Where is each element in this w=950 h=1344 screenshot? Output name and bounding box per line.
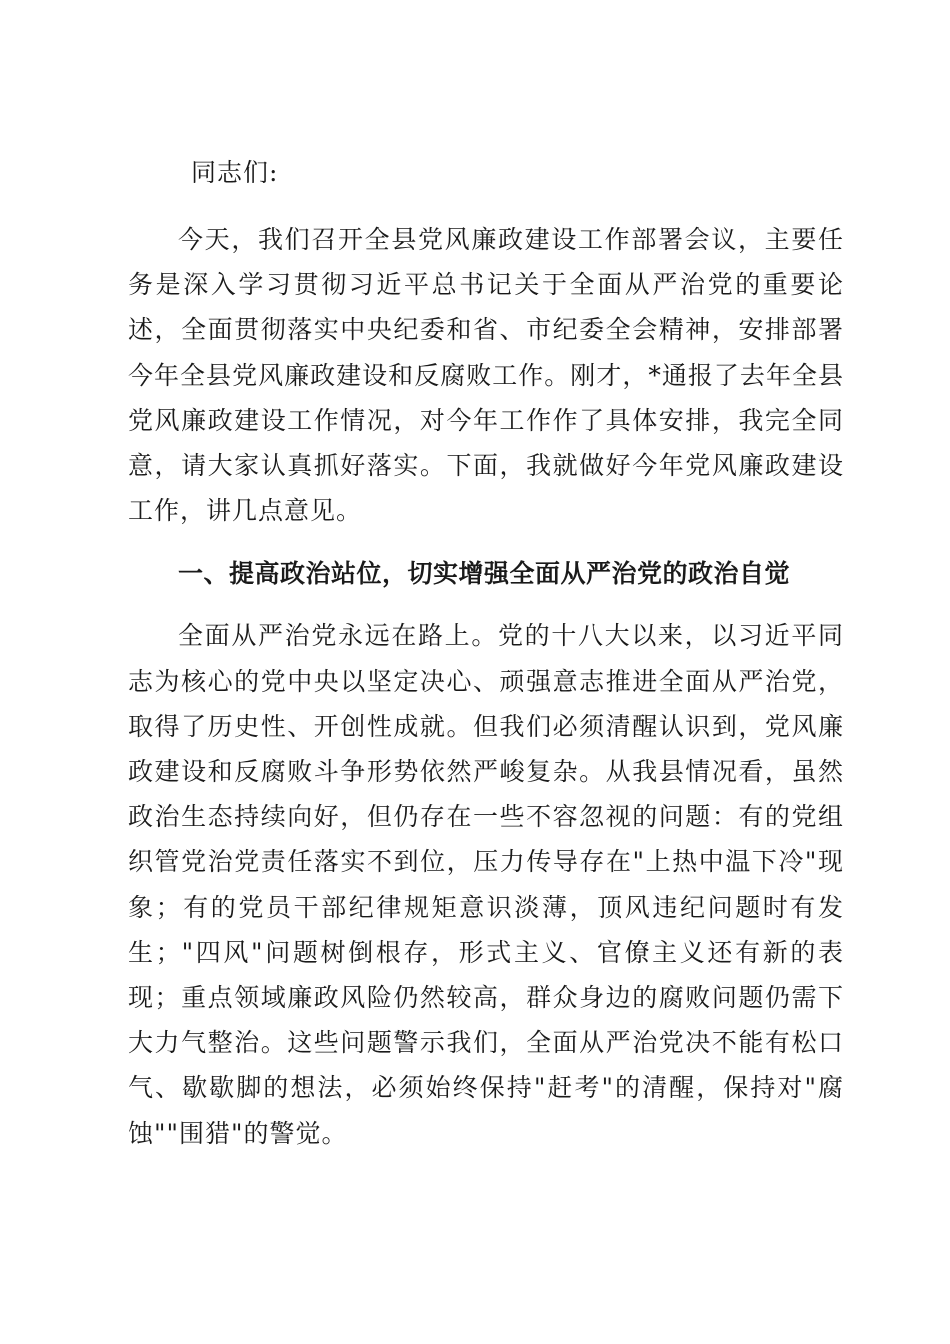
section-1-heading: 一、提高政治站位，切实增强全面从严治党的政治自觉 <box>178 559 791 589</box>
intro-paragraph: 今天，我们召开全县党风廉政建设工作部署会议，主要任务是深入学习贯彻习近平总书记关于全面从严治党的重要论述，全面贯彻落实中央纪委和省、市纪委全会精神，安排部署今年全县党风廉政建设和反腐败工作。刚才，*通报了去年全县党风廉政建设工作情况，对今年工作作了具体安排，我完全同意，请大家认真抓好落实。下面，我就做好今年党风廉政建设工作，讲几点意见。 <box>128 225 844 526</box>
document-page <box>128 150 844 1174</box>
greeting: 同志们: <box>191 158 279 187</box>
section-1-paragraph: 全面从严治党永远在路上。党的十八大以来，以习近平同志为核心的党中央以坚定决心、顽强意志推进全面从严治党，取得了历史性、开创性成就。但我们必须清醒认识到，党风廉政建设和反腐败斗争形势依然严峻复杂。从我县情况看，虽然政治生态持续向好，但仍存在一些不容忽视的问题：有的党组织管党治党责任落实不到位，压力传导存在"上热中温下冷"现象；有的党员干部纪律规矩意识淡薄，顶风违纪问题时有发生；"四风"问题树倒根存，形式主义、官僚主义还有新的表现；重点领域廉政风险仍然较高，群众身边的腐败问题仍需下大力气整治。这些问题警示我们，全面从严治党决不能有松口气、歇歇脚的想法，必须始终保持"赶考"的清醒，保持对"腐蚀""围猎"的警觉。 <box>128 621 844 1148</box>
